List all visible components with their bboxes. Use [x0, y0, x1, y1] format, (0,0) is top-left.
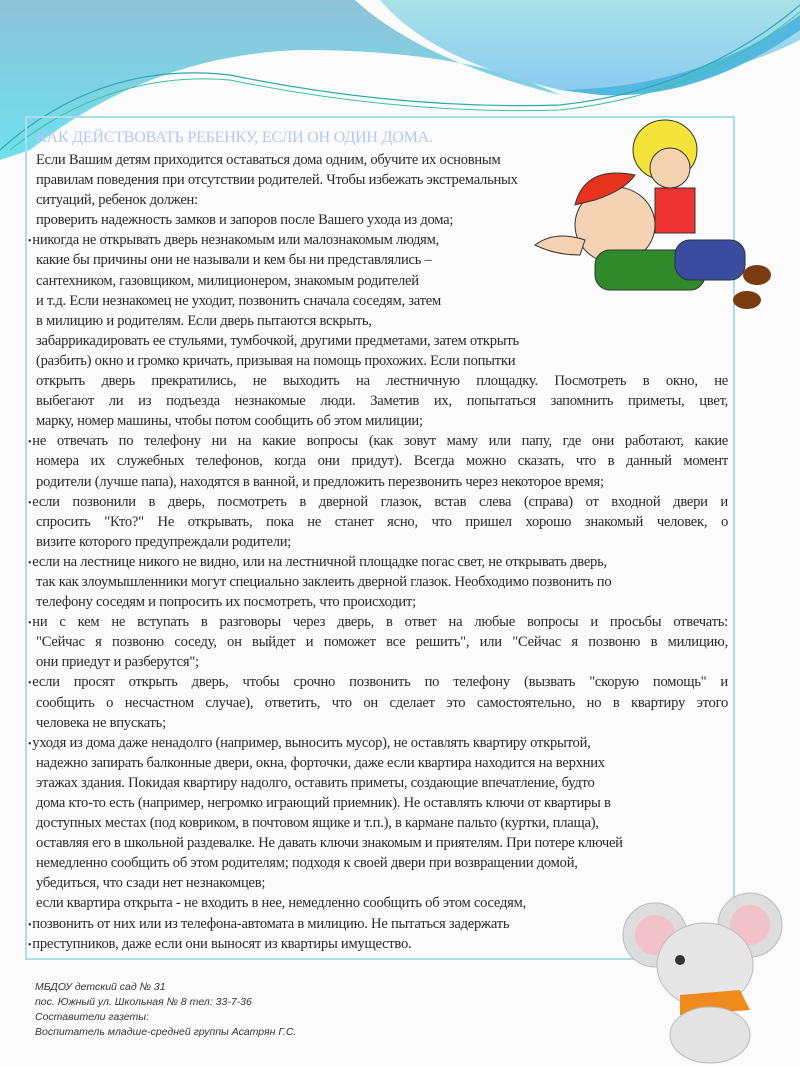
paragraph-line — [28, 331, 728, 351]
article-title: КАК ДЕЙСТВОВАТЬ РЕБЕНКУ, ЕСЛИ ОН ОДИН ДОМА. — [36, 129, 433, 146]
paragraph-line — [28, 632, 728, 652]
line-text: (разбить) окно и громко кричать, призывая на помощь прохожих. Если попытки — [36, 352, 516, 369]
paragraph-line — [28, 311, 728, 331]
footer-address: пос. Южный ул. Школьная № 8 тел: 33-7-36 — [35, 996, 252, 1008]
paragraph-line — [28, 592, 728, 612]
paragraph-line — [28, 693, 728, 713]
footer-author: Воспитатель младше-средней группы Асатрян Г.С. — [35, 1026, 297, 1038]
paragraph-line — [28, 572, 728, 592]
paragraph-line — [28, 451, 728, 471]
footer-credits — [35, 980, 296, 1040]
paragraph-line — [28, 793, 728, 813]
line-text: если на лестнице никого не видно, или на лестничной площадке погас свет, не открывать дверь, — [32, 553, 607, 570]
line-text: преступников, даже если они выносят из квартиры имущество. — [32, 935, 412, 952]
bullet-list-item-line — [28, 612, 728, 632]
line-text: человека не впускать; — [36, 714, 166, 731]
line-text: сантехником, газовщиком, милиционером, знакомым родителей — [36, 272, 419, 289]
paragraph-line — [28, 532, 728, 552]
paragraph-line — [28, 833, 728, 853]
line-text: родители (лучше папа), находятся в ванной, и предложить перезвонить через некоторое время; — [36, 473, 604, 490]
bullet-list-item-line — [28, 672, 728, 692]
line-text: ситуаций, ребенок должен: — [36, 192, 198, 209]
mouse-cartoon-illustration — [610, 885, 790, 1065]
line-text: выбегают ли из подъезда незнакомые люди. Заметив их, попытаться запомнить приметы, цвет, — [36, 393, 728, 410]
paragraph-line — [28, 813, 728, 833]
paragraph-line — [28, 753, 728, 773]
line-text: никогда не открывать дверь незнакомым или малознакомым людям, — [32, 232, 439, 249]
line-text: "Сейчас я позвоню соседу, он выйдет и поможет все решить", или "Сейчас я позвоню в милицию, — [36, 634, 728, 651]
bullet-list-item-line — [28, 552, 728, 572]
line-text: надежно запирать балконные двери, окна, форточки, даже если квартира находится на верхних — [36, 754, 605, 771]
line-text: номера их служебных телефонов, когда они придут). Всегда можно сказать, что в данный момент — [36, 453, 728, 470]
footer-institution: МБДОУ детский сад № 31 — [35, 981, 166, 993]
boy-cartoon-illustration — [525, 110, 775, 310]
line-text: если просят открыть дверь, чтобы срочно позвонить по телефону (вызвать "скорую помощь" и — [32, 674, 728, 691]
paragraph-line — [28, 512, 728, 532]
line-text: и т.д. Если незнакомец не уходит, позвонить сначала соседям, затем — [36, 292, 441, 309]
line-text: телефону соседям и попросить их посмотреть, что происходит; — [36, 594, 416, 611]
line-text: немедленно сообщить об этом родителям; подходя к своей двери при возвращении домой, — [36, 855, 578, 872]
line-text: позвонить от них или из телефона-автомата в милицию. Не пытаться задержать — [32, 915, 510, 932]
paragraph-line — [28, 773, 728, 793]
line-text: дома кто-то есть (например, негромко играющий приемник). Не оставлять ключи от квартиры в — [36, 795, 611, 811]
line-text: проверить надежность замков и запоров после Вашего ухода из дома; — [36, 212, 454, 229]
footer-authors-label: Составители газеты: — [35, 1011, 149, 1023]
line-text: правилам поведения при отсутствии родителей. Чтобы избежать экстремальных — [36, 172, 518, 189]
bullet-list-item-line — [28, 733, 728, 753]
paragraph-line — [28, 411, 728, 431]
paragraph-line — [28, 391, 728, 411]
line-text: визите которого предупреждали родители; — [36, 533, 292, 550]
line-text: так как злоумышленники могут специально заклеить дверной глазок. Необходимо позвонить по — [36, 573, 612, 590]
line-text: открыть дверь прекратились, не выходить на лестничную площадку. Посмотреть в окно, не — [36, 373, 728, 390]
line-text: оставляя его в школьной раздевалке. Не давать ключи знакомым и приятелям. При потере ключей — [36, 835, 623, 852]
line-text: если позвонили в дверь, посмотреть в дверной глазок, встав слева (справа) от входной двери и — [32, 493, 728, 510]
line-text: не отвечать по телефону ни на какие вопросы (как зовут маму или папу, где они работают, какие — [32, 433, 728, 450]
line-text: в милицию и родителям. Если дверь пытаются вскрыть, — [36, 312, 372, 329]
line-text: Если Вашим детям приходится оставаться дома одним, обучите их основным — [36, 152, 501, 168]
line-text: сообщить о несчастном случае), ответить, что он сделает это самостоятельно, но в квартиру этого — [36, 694, 728, 711]
line-text: если квартира открыта - не входить в нее, немедленно сообщить об этом соседям, — [36, 895, 526, 912]
line-text: какие бы причины они не называли и кем бы ни представлялись – — [36, 252, 432, 269]
paragraph-line — [28, 472, 728, 492]
line-text: спросить "Кто?" Не открывать, пока не станет ясно, что пришел хорошо знакомый человек, о — [36, 513, 728, 530]
line-text: уходя из дома даже ненадолго (например, выносить мусор), не оставлять квартиру открытой, — [32, 734, 591, 751]
line-text: забаррикадировать ее стульями, тумбочкой, другими предметами, затем открыть — [36, 332, 519, 349]
bullet-list-item-line — [28, 431, 728, 451]
line-text: они приедут и разберутся"; — [36, 654, 199, 671]
line-text: ни с кем не вступать в разговоры через дверь, в ответ на любые вопросы и просьбы отвечать: — [32, 614, 728, 631]
line-text: этажах здания. Покидая квартиру надолго, оставить приметы, создающие впечатление, будто — [36, 774, 595, 791]
paragraph-line — [28, 853, 728, 873]
line-text: доступных местах (под ковриком, в почтовом ящике и т.п.), в кармане пальто (куртки, плаща), — [36, 815, 599, 832]
line-text: марку, номер машины, чтобы потом сообщить об этом милиции; — [36, 413, 423, 430]
bullet-list-item-line — [28, 492, 728, 512]
paragraph-line — [28, 371, 728, 391]
paragraph-line — [28, 652, 728, 672]
line-text: убедиться, что сзади нет незнакомцев; — [36, 875, 266, 892]
paragraph-line — [28, 351, 728, 371]
paragraph-line — [28, 713, 728, 733]
